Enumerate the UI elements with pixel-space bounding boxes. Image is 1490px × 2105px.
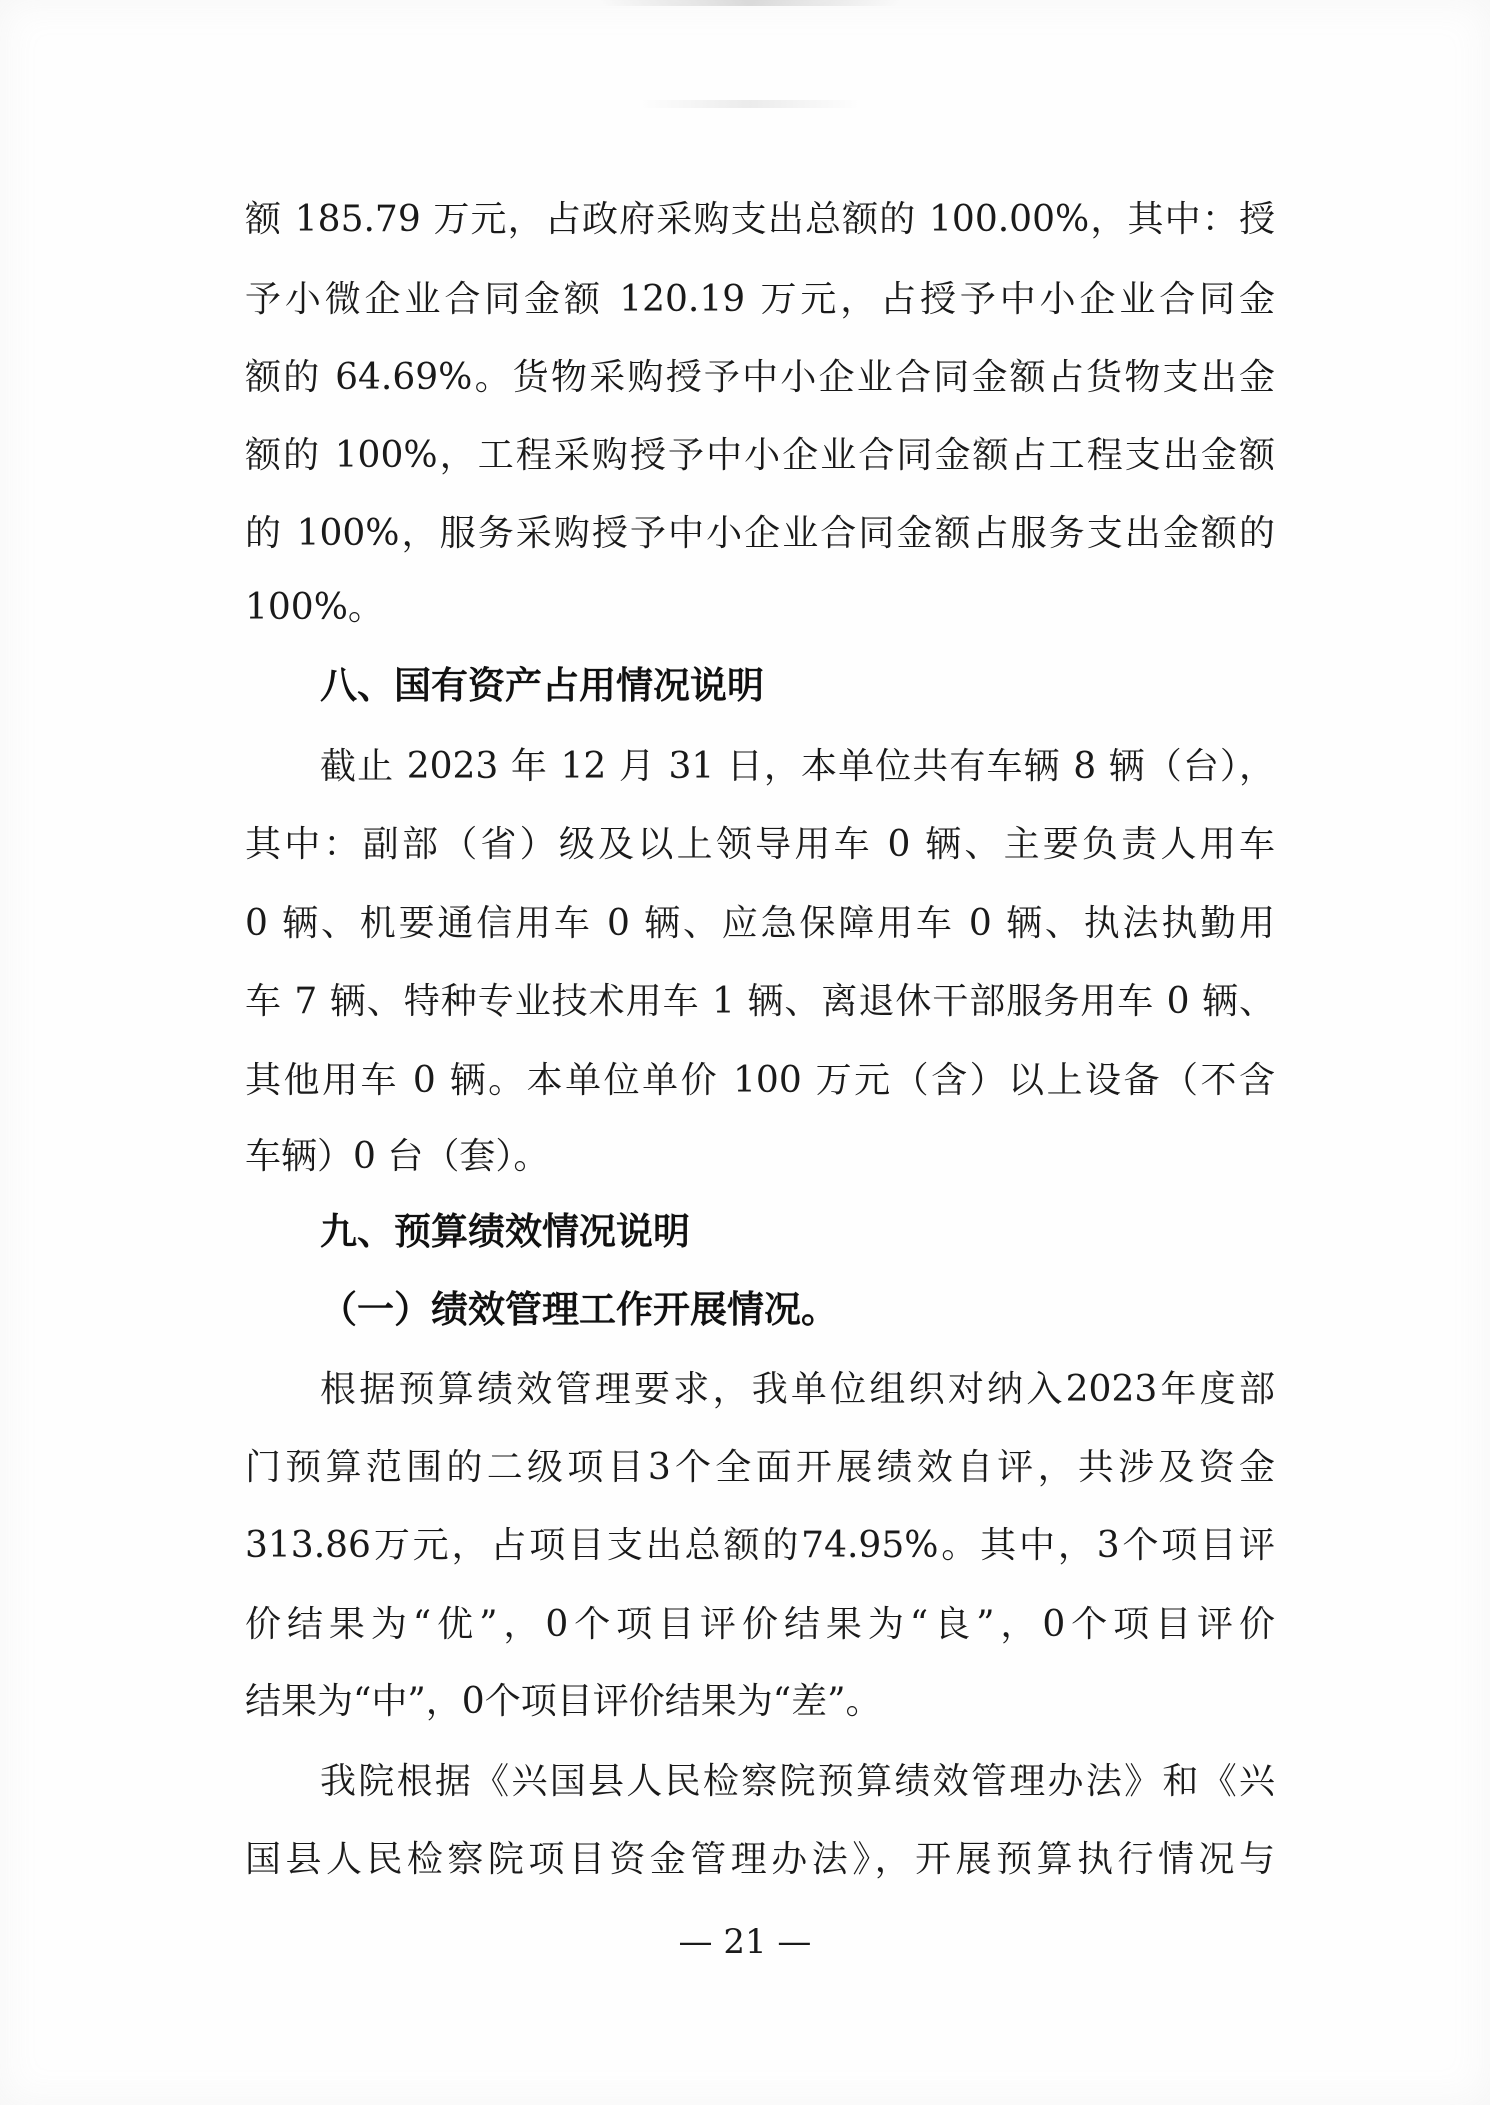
body-text-line: 门预算范围的二级项目3个全面开展绩效自评，共涉及资金	[245, 1447, 1275, 1488]
body-text-line: 额的 64.69%。货物采购授予中小企业合同金额占货物支出金	[245, 357, 1275, 398]
subsection-heading: （一）绩效管理工作开展情况。	[320, 1288, 838, 1331]
body-text-line: 截止 2023 年 12 月 31 日，本单位共有车辆 8 辆（台），	[320, 746, 1275, 787]
body-text-line: 结果为“中”，0个项目评价结果为“差”。	[245, 1681, 882, 1722]
body-text-line: 额 185.79 万元，占政府采购支出总额的 100.00%，其中：授	[245, 199, 1275, 240]
body-text-line: 予小微企业合同金额 120.19 万元，占授予中小企业合同金	[245, 279, 1275, 320]
body-text-line: 价结果为“优”，0个项目评价结果为“良”，0个项目评价	[245, 1604, 1275, 1645]
scan-header-mark	[640, 100, 860, 108]
body-text-line: 车辆）0 台（套）。	[245, 1136, 550, 1177]
body-text-line: 0 辆、机要通信用车 0 辆、应急保障用车 0 辆、执法执勤用	[245, 903, 1275, 944]
scan-header-mark	[600, 0, 900, 6]
body-text-line: 国县人民检察院项目资金管理办法》，开展预算执行情况与	[245, 1839, 1275, 1880]
body-text-line: 车 7 辆、特种专业技术用车 1 辆、离退休干部服务用车 0 辆、	[245, 981, 1275, 1022]
body-text-line: 其中：副部（省）级及以上领导用车 0 辆、主要负责人用车	[245, 824, 1275, 865]
body-text-line: 的 100%，服务采购授予中小企业合同金额占服务支出金额的	[245, 513, 1275, 554]
body-text-line: 额的 100%，工程采购授予中小企业合同金额占工程支出金额	[245, 435, 1275, 476]
body-text-line: 100%。	[245, 587, 384, 628]
body-text-line: 根据预算绩效管理要求，我单位组织对纳入2023年度部	[320, 1369, 1275, 1410]
section-heading: 九、预算绩效情况说明	[320, 1210, 690, 1253]
body-text-line: 313.86万元，占项目支出总额的74.95%。其中，3个项目评	[245, 1525, 1275, 1566]
section-heading: 八、国有资产占用情况说明	[320, 664, 764, 707]
body-text-line: 我院根据《兴国县人民检察院预算绩效管理办法》和《兴	[320, 1761, 1275, 1802]
page-number: — 21 —	[678, 1922, 812, 1962]
body-text-line: 其他用车 0 辆。本单位单价 100 万元（含）以上设备（不含	[245, 1060, 1275, 1101]
